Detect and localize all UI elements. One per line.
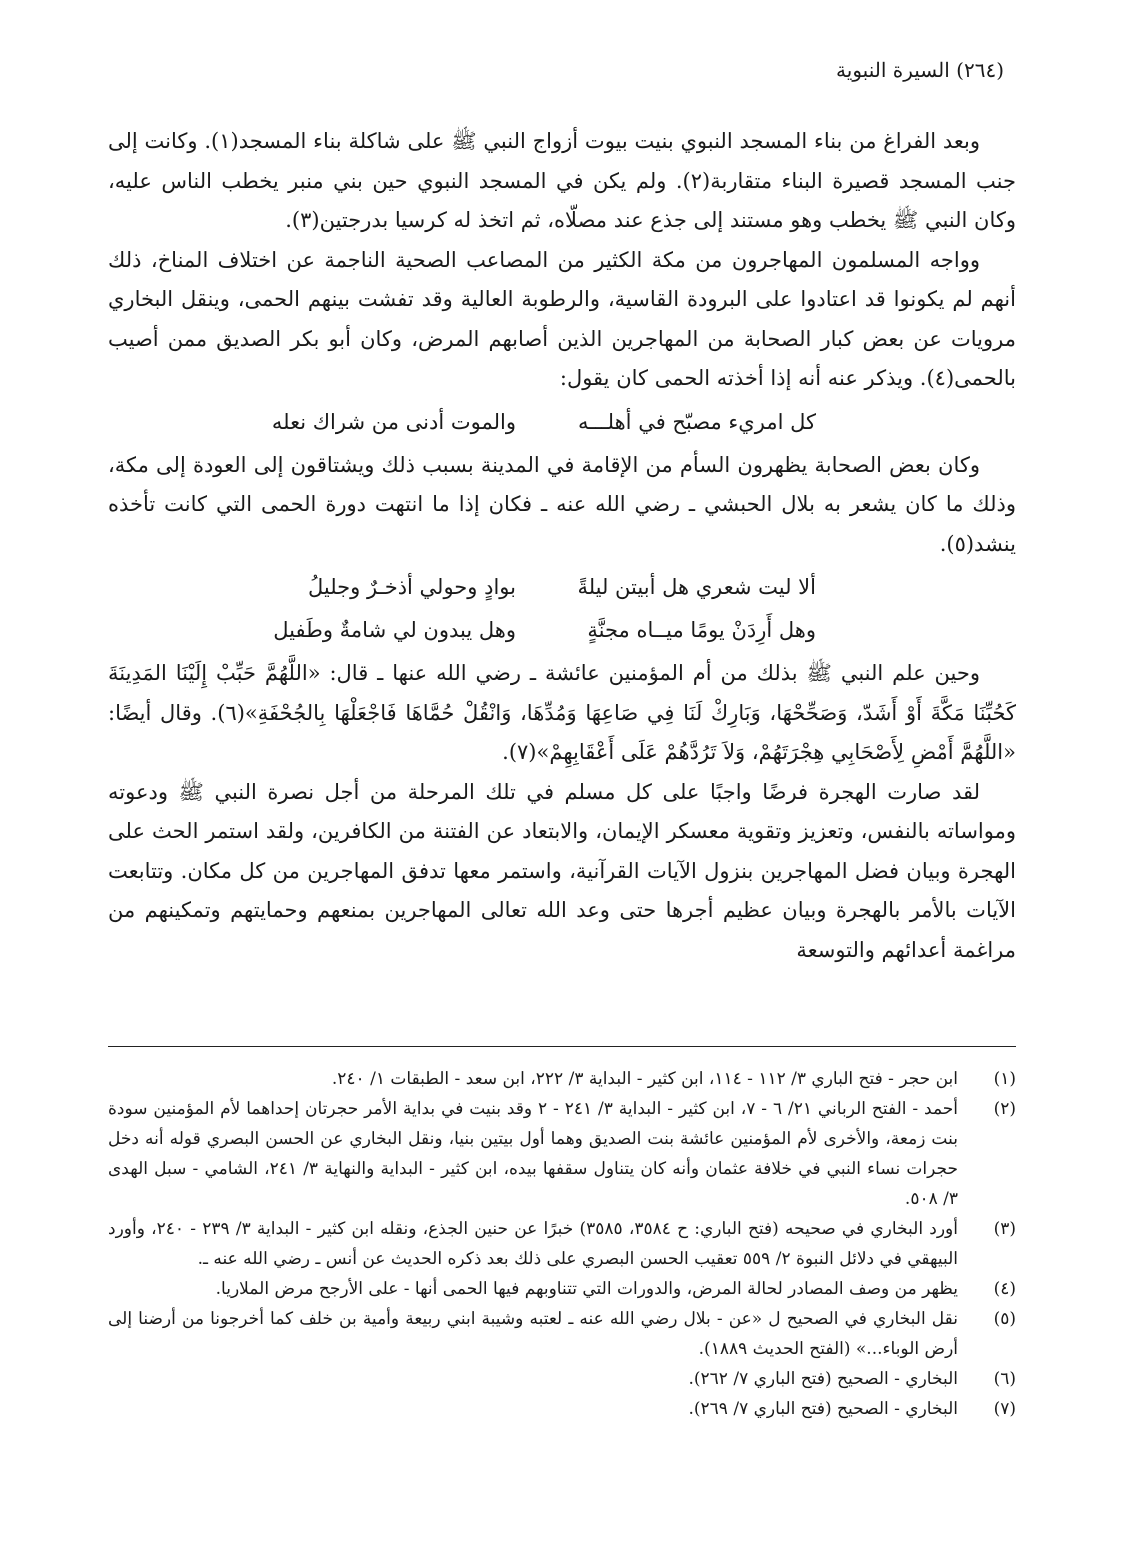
footnote-text: يظهر من وصف المصادر لحالة المرض، والدورات التي تتناوبهم فيها الحمى أنها - على الأرجح مرض الملاريا. (215, 1279, 958, 1299)
footnote-text: البخاري - الصحيح (فتح الباري ٧/ ٢٦٩). (688, 1399, 958, 1419)
footnote-item (108, 1064, 1016, 1094)
verse-hemistich-first: ألا ليت شعري هل أبيتن ليلةً (577, 575, 816, 599)
verse-hemistich-second: وهل يبدون لي شامةٌ وطَفيل (273, 618, 516, 642)
footnote-number: (٤) (993, 1279, 1016, 1299)
paragraph-4: وحين علم النبي ﷺ بذلك من أم المؤمنين عائشة ـ رضي الله عنها ـ قال: «اللَّهُمَّ حَبِّبْ إِلَيْنَا المَدِينَةَ كَحُبِّنَا مَكَّةَ أَوْ أَشَدّ، وَصَحِّحْهَا، وَبَارِكْ لَنَا فِي صَاعِهَا وَمُدِّهَا، وَانْقُلْ حُمَّاهَا فَاجْعَلْهَا بِالجُحْفَةِ»(٦). وقال أيضًا: «اللَّهُمَّ أَمْضِ لِأَصْحَابِي هِجْرَتَهُمْ، وَلاَ تَرُدَّهُمْ عَلَى أَعْقَابِهِمْ»(٧). (108, 661, 1017, 764)
verse-hemistich-first: كل امريء مصبّح في أهلـــه (577, 409, 816, 434)
footnote-text: أحمد - الفتح الرباني ٢١/ ٦ - ٧، ابن كثير - البداية ٣/ ٢٤١ - ٢ وقد بنيت في بداية الأمر حجرتان إحداهما لأم المؤمنين سودة بنت زمعة، والأخرى لأم المؤمنين عائشة بنت الصديق وهما أول بيتين بنيا، ونقل البخاري عن الحسن البصري قوله أنه دخل حجرات نساء النبي في خلافة عثمان وأنه كان يتناول سقفها بيده، ابن كثير - البداية والنهاية ٣/ ٢٤١، الشامي - سبل الهدى ٣/ ٥٠٨. (108, 1099, 959, 1209)
footnote-number: (٦) (993, 1369, 1016, 1389)
footnote-number: (٥) (993, 1309, 1016, 1329)
paragraph-5: لقد صارت الهجرة فرضًا واجبًا على كل مسلم في تلك المرحلة من أجل نصرة النبي ﷺ ودعوته ومواساته بالنفس، وتعزيز وتقوية معسكر الإيمان، والابتعاد عن الفتنة من الكافرين، ولقد استمر الحث على الهجرة وبيان فضل المهاجرين بنزول الآيات القرآنية، واستمر معها تدفق المهاجرين من كل مكان. وتتابعت الآيات بالأمر بالهجرة وبيان عظيم أجرها حتى وعد الله تعالى المهاجرين بمنعهم وحمايتهم وتمكينهم من مراغمة أعدائهم والتوسعة (108, 779, 1016, 962)
footnote-text: نقل البخاري في الصحيح ل «عن - بلال رضي الله عنه ـ لعتبه وشيبة ابني ربيعة وأمية بن خلف كما أخرجونا من أرضنا إلى أرض الوباء...» (الفتح الحديث ١٨٨٩). (108, 1309, 958, 1359)
running-head: (٢٦٤) السيرة النبوية (836, 58, 1004, 82)
footnote-number: (٧) (993, 1399, 1016, 1419)
verse-hemistich-second: والموت أدنى من شراك نعله (271, 409, 516, 434)
footnote-divider (108, 1046, 1016, 1047)
footnotes (108, 1064, 1016, 1424)
verse-hemistich-second: بوادٍ وحولي أذخـرٌ وجليلُ (307, 575, 516, 599)
footnote-text: أورد البخاري في صحيحه (فتح الباري: ح ٣٥٨٤، ٣٥٨٥) خبرًا عن حنين الجذع، ونقله ابن كثير - البداية ٣/ ٢٣٩ - ٢٤٠، وأورد البيهقي في دلائل النبوة ٢/ ٥٥٩ تعقيب الحسن البصري على ذلك بعد ذكره الحديث عن أنس ـ رضي الله عنه ـ. (108, 1219, 958, 1269)
footnote-item (108, 1094, 1016, 1214)
paragraph-3: وكان بعض الصحابة يظهرون السأم من الإقامة في المدينة بسبب ذلك ويشتاقون إلى العودة إلى مكة، وذلك ما كان يشعر به بلال الحبشي ـ رضي الله عنه ـ فكان إذا ما انتهت دورة الحمى التي كانت تأخذه ينشد(٥). (108, 452, 1016, 556)
footnote-text: ابن حجر - فتح الباري ٣/ ١١٢ - ١١٤، ابن كثير - البداية ٣/ ٢٢٢، ابن سعد - الطبقات ١/ ٢٤٠. (331, 1069, 958, 1089)
footnote-item (108, 1214, 1016, 1274)
footnote-item (108, 1364, 1016, 1394)
main-text (108, 122, 1016, 970)
paragraph-1: وبعد الفراغ من بناء المسجد النبوي بنيت بيوت أزواج النبي ﷺ على شاكلة بناء المسجد(١). وكانت إلى جنب المسجد قصيرة البناء متقاربة(٢). ولم يكن في المسجد النبوي حين بني منبر يخطب الناس عليه، وكان النبي ﷺ يخطب وهو مستند إلى جذع عند مصلّاه، ثم اتخذ له كرسيا بدرجتين(٣). (108, 129, 1016, 232)
footnote-number: (٣) (993, 1219, 1016, 1239)
footnote-item (108, 1304, 1016, 1364)
poem-verse-bilal-1 (108, 568, 1016, 607)
footnote-number: (٢) (993, 1099, 1016, 1119)
footnote-item (108, 1394, 1016, 1424)
poem-verse-bilal-2 (108, 611, 1016, 650)
verse-hemistich-first: وهل أَرِدَنْ يومًا ميــاه مجنَّةٍ (587, 618, 816, 642)
poem-verse-abubakr (108, 403, 1016, 442)
footnote-number: (١) (993, 1069, 1016, 1089)
footnote-text: البخاري - الصحيح (فتح الباري ٧/ ٢٦٢). (688, 1369, 958, 1389)
footnote-item (108, 1274, 1016, 1304)
paragraph-2: وواجه المسلمون المهاجرون من مكة الكثير من المصاعب الصحية الناجمة عن اختلاف المناخ، ذلك أنهم لم يكونوا قد اعتادوا على البرودة القاسية، والرطوبة العالية وقد تفشت بينهم الحمى، وينقل البخاري مرويات عن بعض كبار الصحابة من المهاجرين الذين أصابهم المرض، وكان أبو بكر الصديق ممن أصيب بالحمى(٤). ويذكر عنه أنه إذا أخذته الحمى كان يقول: (108, 247, 1016, 390)
